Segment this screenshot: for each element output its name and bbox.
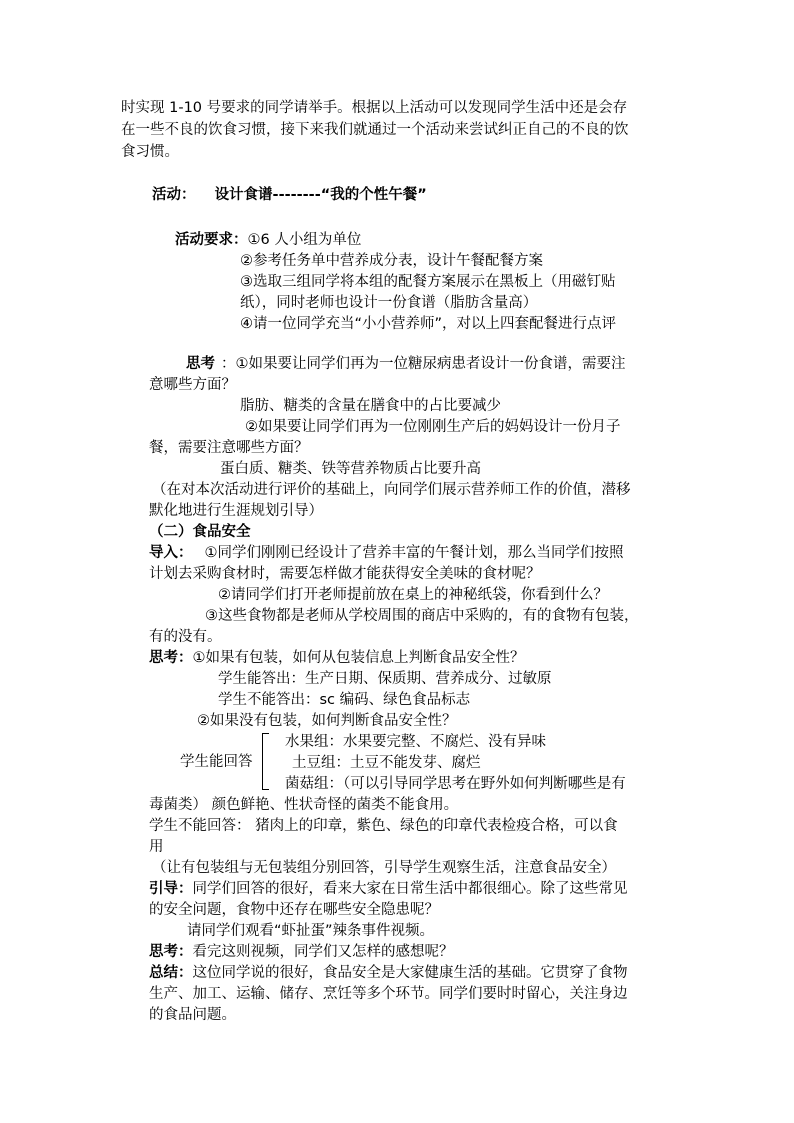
section-title: （二）食品安全 <box>149 524 251 540</box>
think2-line <box>149 648 525 669</box>
lead-text: 计划去采购食材时，需要怎样做才能获得安全美味的食材呢？ <box>149 566 541 582</box>
requirement-item: ④请一位同学充当“小小营养师”，对以上四套配餐进行点评 <box>240 316 617 332</box>
think1-q2-cont: 餐，需要注意哪些方面？ <box>149 440 309 456</box>
potato-group: 土豆组：土豆不能发芽、腐烂 <box>292 755 481 771</box>
requirements-label: 活动要求： <box>175 232 248 248</box>
intro-line: 食习惯。 <box>121 144 179 160</box>
think1-answer: 蛋白质、糖类、铁等营养物质占比要升高 <box>220 461 481 477</box>
summary-label: 总结： <box>149 965 193 981</box>
think2-answer: 学生不能答出：sc 编码、绿色食品标志 <box>218 692 471 708</box>
lead-text: ①同学们刚刚已经设计了营养丰富的午餐计划，那么当同学们按照 <box>204 545 624 561</box>
cannot-answer-cont: 用 <box>149 839 164 855</box>
think1-q1-cont: 意哪些方面？ <box>149 377 236 393</box>
intro-line: 时实现 1-10 号要求的同学请举手。根据以上活动可以发现同学生活中还是会存 <box>121 100 628 116</box>
can-answer-label: 学生能回答 <box>180 754 253 770</box>
requirement-item: 纸），同时老师也设计一份食谱（脂肪含量高） <box>240 295 538 311</box>
think1-q2: ②如果要让同学们再为一位刚刚生产后的妈妈设计一份月子 <box>245 419 621 435</box>
intro-line: 在一些不良的饮食习惯，接下来我们就通过一个活动来尝试纠正自己的不良的饮 <box>121 122 629 138</box>
requirements-line <box>175 230 361 251</box>
fruit-group: 水果组：水果要完整、不腐烂、没有异味 <box>285 734 546 750</box>
requirement-item: ①6 人小组为单位 <box>247 232 362 248</box>
think3-text: 看完这则视频，同学们又怎样的感想呢？ <box>192 944 454 960</box>
guide-text: 同学们回答的很好，看来大家在日常生活中都很细心。除了这些常见 <box>192 881 628 897</box>
think1-answer: 脂肪、糖类的含量在膳食中的占比要减少 <box>240 398 501 414</box>
activity-title: 设计食谱--------“我的个性午餐” <box>214 187 427 203</box>
think2-q1: ①如果有包装，如何从包装信息上判断食品安全性？ <box>192 650 525 666</box>
think1-note: 默化地进行生涯规划引导） <box>149 503 323 519</box>
think1-label: 思考 <box>186 356 215 372</box>
think1-q1: ：①如果要让同学们再为一位糖尿病患者设计一份食谱，需要注 <box>221 356 626 372</box>
think3-label: 思考： <box>149 944 193 960</box>
mushroom-group-cont: 毒菌类） 颜色鲜艳、性状奇怪的菌类不能食用。 <box>149 797 459 813</box>
summary-line <box>149 963 628 984</box>
requirement-item: ③选取三组同学将本组的配餐方案展示在黑板上（用磁钉贴 <box>240 274 616 290</box>
think2-answer: 学生能答出：生产日期、保质期、营养成分、过敏原 <box>218 671 552 687</box>
think2-label: 思考： <box>149 650 193 666</box>
brace-bracket <box>262 733 269 790</box>
think1-question <box>186 354 626 375</box>
guide-line <box>149 879 628 900</box>
activity-label: 活动： <box>152 187 196 203</box>
lead-text: ③这些食物都是老师从学校周围的商店中采购的，有的食物有包装， <box>205 608 639 624</box>
think3-line <box>149 942 454 963</box>
guide-label: 引导： <box>149 881 193 897</box>
think2-q2: ②如果没有包装，如何判断食品安全性？ <box>197 713 457 729</box>
guide-text: 的安全问题，食物中还存在哪些安全隐患呢？ <box>149 902 439 918</box>
cannot-answer: 学生不能回答： 猪肉上的印章，紫色、绿色的印章代表检疫合格，可以食 <box>149 818 618 834</box>
think2-note: （让有包装组与无包装组分别回答，引导学生观察生活，注意食品安全） <box>152 860 616 876</box>
lead-label: 导入： <box>149 545 193 561</box>
lead-text: ②请同学们打开老师提前放在桌上的神秘纸袋，你看到什么？ <box>218 587 608 603</box>
think1-note: （在对本次活动进行评价的基础上，向同学们展示营养师工作的价值，潜移 <box>152 482 631 498</box>
lead-text: 有的没有。 <box>149 629 222 645</box>
summary-text: 生产、加工、运输、储存、烹饪等多个环节。同学们要时时留心，关注身边 <box>149 986 628 1002</box>
activity-heading <box>152 185 427 206</box>
guide-text: 请同学们观看“虾扯蛋”辣条事件视频。 <box>187 923 435 939</box>
summary-text: 的食品问题。 <box>149 1007 236 1023</box>
mushroom-group: 菌菇组：（可以引导同学思考在野外如何判断哪些是有 <box>285 776 626 792</box>
lead-line <box>149 543 624 564</box>
requirement-item: ②参考任务单中营养成分表，设计午餐配餐方案 <box>240 253 543 269</box>
summary-text: 这位同学说的很好，食品安全是大家健康生活的基础。它贯穿了食物 <box>192 965 628 981</box>
